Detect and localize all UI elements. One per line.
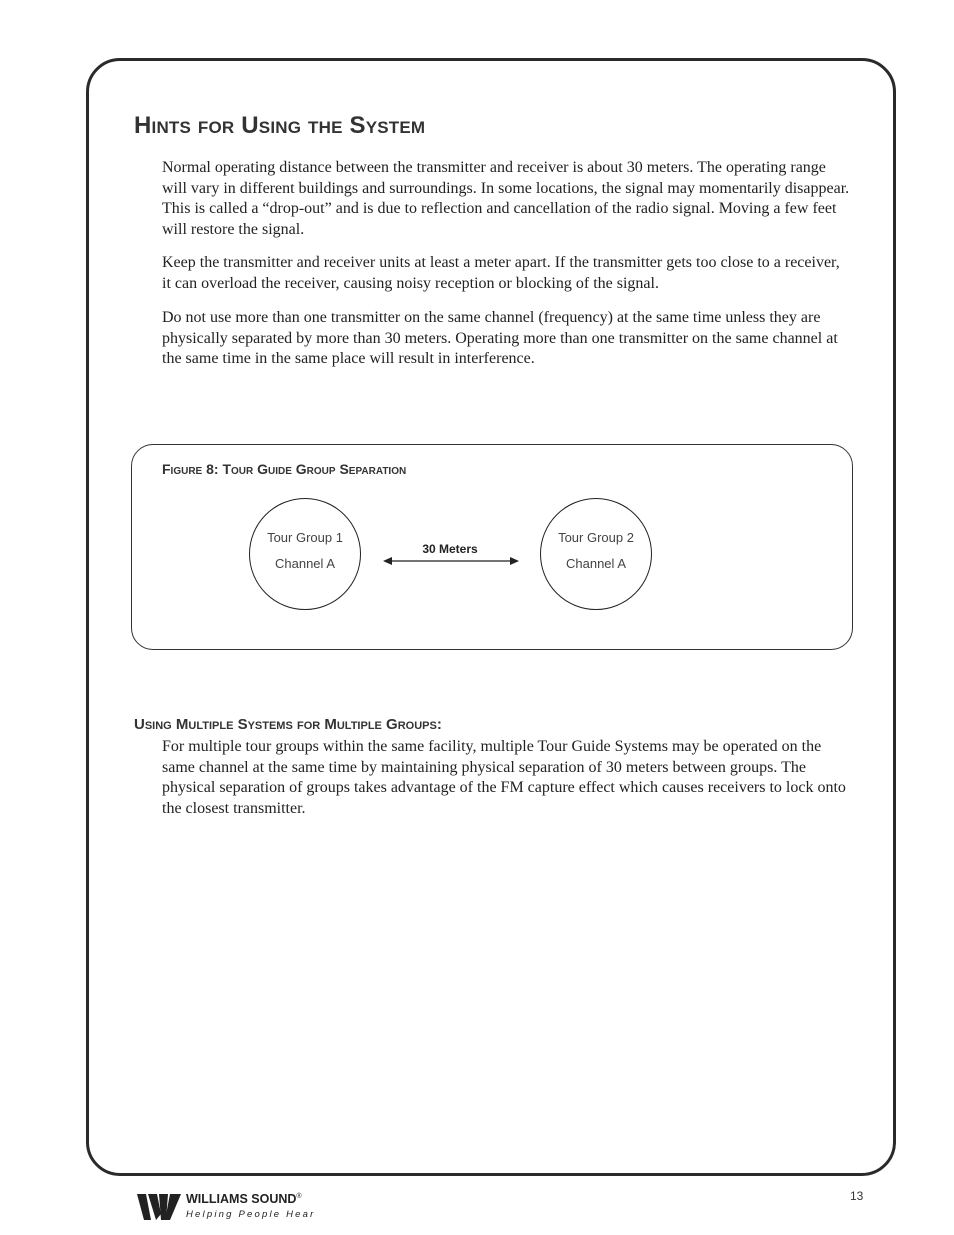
page-number: 13 bbox=[850, 1189, 864, 1203]
brand-tagline: Helping People Hear bbox=[186, 1209, 316, 1220]
tour-group-1-name: Tour Group 1 bbox=[267, 530, 343, 545]
paragraph-operating-distance: Normal operating distance between the transmitter and receiver is about 30 meters. The operating range will vary in different buildings and surroundings. In some locations, the signal may momentarily disappear. This is called a “drop-out” and is due to reflection and cancellation of the radio signal. Moving a few feet will restore the signal. bbox=[162, 159, 850, 238]
tour-group-2-name: Tour Group 2 bbox=[558, 530, 634, 545]
paragraph-unit-separation: Keep the transmitter and receiver units at least a meter apart. If the transmitter gets too close to a receiver, it can overload the receiver, causing noisy reception or blocking of the signal. bbox=[162, 254, 840, 292]
tour-group-1-circle bbox=[249, 498, 361, 610]
double-arrow-icon bbox=[383, 554, 519, 568]
brand-name: WILLIAMS SOUND® bbox=[186, 1192, 302, 1206]
paragraph-multiple-systems: For multiple tour groups within the same facility, multiple Tour Guide Systems may be operated on the same channel at the same time by maintaining physical separation of 30 meters between groups. The physical separation of groups takes advantage of the FM capture effect which causes receivers to lock onto the closest transmitter. bbox=[162, 738, 846, 817]
tour-group-1-channel: Channel A bbox=[275, 556, 335, 571]
section-heading: Using Multiple Systems for Multiple Groups: bbox=[134, 716, 442, 733]
tour-group-2-circle bbox=[540, 498, 652, 610]
paragraph-channel-usage: Do not use more than one transmitter on the same channel (frequency) at the same time unless they are physically separated by more than 30 meters. Operating more than one transmitter on the same channel at the same time in the same place will result in interference. bbox=[162, 309, 838, 367]
williams-sound-logo-icon bbox=[137, 1194, 181, 1220]
page-title: Hints for Using the System bbox=[134, 112, 426, 139]
distance-label: 30 Meters bbox=[422, 542, 478, 556]
figure-caption: Figure 8: Tour Guide Group Separation bbox=[162, 461, 407, 477]
williams-sound-logo bbox=[137, 1192, 337, 1224]
tour-group-2-channel: Channel A bbox=[566, 556, 626, 571]
